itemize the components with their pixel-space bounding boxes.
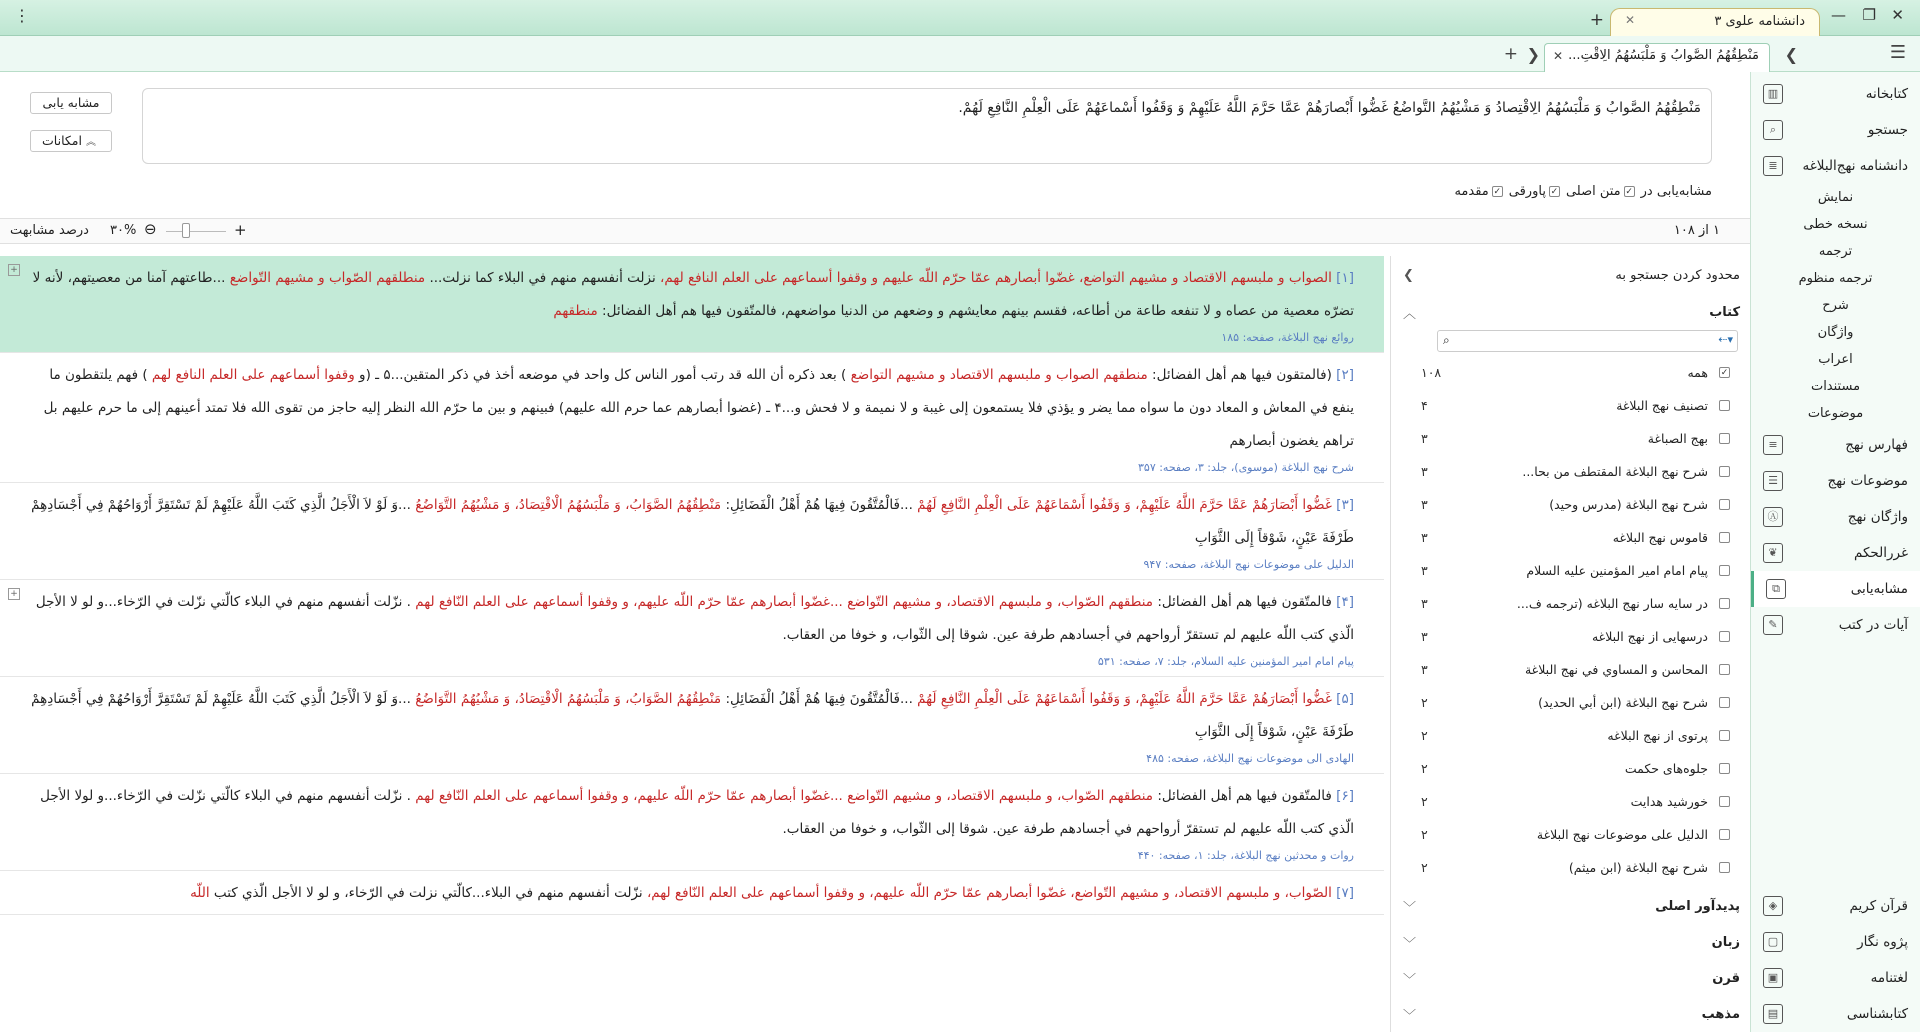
filter-section-header[interactable] [1391,996,1750,1032]
book-filter-item[interactable] [1391,389,1750,422]
book-label: شرح نهج البلاغة المقتطف من بحا... [1522,464,1708,479]
book-filter-list [1391,356,1750,884]
result-match-text: منطلقهم الصّواب و مشيهم التّواضع [229,270,426,286]
intro-checkbox[interactable] [1454,184,1502,199]
book-count: ۲ [1421,728,1428,743]
search-icon: ⌕ [1443,333,1450,347]
result-match-text: ...غضّوا أبصارهم عمّا حرّم اللّه عليهم، و وقفوا أسماعهم على العلم النّافع لهم [415,788,843,804]
sidebar-item-label: فهارس نهج [1845,437,1908,453]
collapse-panel-icon[interactable]: ❯ [1403,267,1414,283]
sidebar-item-sub[interactable] [1751,373,1920,400]
options-button-label: امکانات [42,133,82,148]
sidebar-item-quran[interactable] [1751,888,1920,924]
sidebar-item-search[interactable] [1751,112,1920,148]
quran-icon: ◈ [1763,896,1783,916]
result-number: [۱] [1336,270,1354,286]
sidebar-item-sub[interactable] [1751,400,1920,427]
result-source[interactable]: شرح نهج البلاغة (موسوی)، جلد: ۳، صفحه: ۳۵۷ [1138,461,1354,474]
chevron-down-icon: ﹀ [1403,972,1417,988]
sidebar-item-bibliography[interactable] [1751,996,1920,1032]
books-section-header[interactable] [1391,294,1750,330]
result-item[interactable] [0,677,1384,774]
chevron-down-icon: ﹀ [1403,900,1417,916]
sidebar-item-notes[interactable] [1751,924,1920,960]
sidebar-item-sub[interactable] [1751,265,1920,292]
checkbox-unchecked-icon [1719,565,1730,576]
restore-icon[interactable]: ❐ [1862,6,1876,24]
title-bar [0,0,1920,36]
sidebar-item-label: لغتنامه [1870,970,1908,986]
sidebar-item-label: آیات در کتب [1838,617,1908,633]
expand-icon[interactable]: + [8,264,20,276]
find-similar-button[interactable]: مشابه یابی [30,92,112,114]
result-text: لَمْ تَسْتَقِرَّ أَرْوَاحُهُمْ فِي أَجْسَادِهِمْ طَرْفَةَ عَيْنٍ، شَوْقاً إِلَى الثَّوَابِ [31,497,1354,546]
result-text: ...وَ لَوْ لاَ الْأَجَلُ الَّذِي كَتَبَ اللَّهُ عَلَيْهِمْ [212,497,411,513]
filter-section-header[interactable] [1391,888,1750,924]
sidebar-item-encyclopedia[interactable] [1751,148,1920,184]
sidebar-item-label: پژوه نگار [1857,934,1908,950]
book-count: ۲ [1421,794,1428,809]
new-app-tab-button[interactable]: + [1589,10,1604,30]
result-item[interactable] [0,256,1384,353]
result-match-text: منطقهم الصواب و ملبسهم الاقتصاد و مشيهم التواضع [850,367,1148,383]
result-match-text: غَضُّوا أَبْصَارَهُمْ عَمَّا حَرَّمَ اللَّهُ عَلَيْهِمْ، وَ وَقَفُوا أَسْمَاعَهُمْ عَلَى الْعِلْمِ النَّافِعِ لَهُمْ [917,691,1332,707]
book-filter-item[interactable] [1391,818,1750,851]
result-match-text: منطقهم [553,303,598,319]
dictionary-icon: ▣ [1763,968,1783,988]
book-label: بهج الصباغة [1647,431,1708,446]
chevron-up-icon: ︿ [1403,306,1417,322]
result-match-text: اللّه [190,885,210,901]
book-count: ۳ [1421,497,1428,512]
result-item[interactable] [0,871,1384,915]
result-text: (فالمتقون فيها هم أهل الفضائل: [1147,367,1332,383]
result-text: . نزّلت أنفسهم منهم في البلاء كالّتي نزّلت في الرّخاء...و لولا الأجل الّذي كتب [40,788,1354,837]
book-label: همه [1687,365,1708,380]
sidebar-item-library[interactable] [1751,76,1920,112]
app-title: دانشنامه علوی ۳ [1714,14,1805,29]
filter-dropdown-icon[interactable]: ⇠▾ [1718,333,1733,346]
sidebar-item-ghurar[interactable] [1751,535,1920,571]
result-text: فالمتّقون فيها هم أهل الفضائل: [1153,788,1332,804]
similarity-bar [0,218,1750,244]
sidebar-item-label: واژگان [1817,325,1854,340]
book-label: شرح نهج البلاغة (ابن أبي الحديد) [1538,695,1708,710]
result-source[interactable]: روات و محدثین نهج البلاغة، جلد: ۱، صفحه: ۴۴۰ [1137,849,1354,862]
book-filter-item[interactable] [1391,785,1750,818]
scope-label: مشابه‌یابی در [1640,184,1712,199]
filter-section-header[interactable] [1391,960,1750,996]
result-text: ...وَ لَوْ لاَ الْأَجَلُ الَّذِي كَتَبَ اللَّهُ عَلَيْهِمْ [212,691,411,707]
book-count: ۴ [1421,398,1428,413]
sidebar-item-vocabulary[interactable] [1751,499,1920,535]
filter-section-header[interactable] [1391,924,1750,960]
book-filter-search[interactable] [1437,330,1738,352]
sidebar-item-label: جستجو [1867,122,1908,138]
similarity-slider[interactable] [166,231,226,232]
book-label: تصنيف نهج البلاغة [1616,398,1708,413]
chevron-down-icon: ﹀ [1403,936,1417,952]
book-filter-item[interactable] [1391,686,1750,719]
result-text: ...طاعتهم آمنا من معصيتهم، لأنه لا تضرّه معصية من عصاه و لا تنفعه طاعة من أطاعه، فقسم بينهم معايشهم و وضعهم من الدنيا مواضعهم، فالمتّقون فيها هم أهل الفضائل: [32,270,1354,319]
result-source[interactable]: الدليل على موضوعات نهج البلاغة، صفحه: ۹۴۷ [1143,558,1354,571]
sidebar-bottom [1751,888,1920,1032]
book-label: شرح نهج البلاغة (مدرس وحید) [1549,497,1708,512]
book-label: پرتوی از نهج البلاغه [1607,728,1708,743]
vocabulary-icon: Ⓐ [1763,507,1783,527]
intro-label: مقدمه [1454,184,1489,199]
book-count: ۳ [1421,596,1428,611]
sidebar-item-label: مستندات [1810,379,1861,394]
book-filter-item[interactable] [1391,719,1750,752]
book-label: المحاسن و المساوي في نهج البلاغة [1524,662,1708,677]
add-tab-button[interactable]: + [1503,44,1518,64]
filter-section-label: مذهب [1701,1006,1740,1022]
result-item[interactable] [0,483,1384,580]
checkbox-unchecked-icon [1719,829,1730,840]
checkbox-unchecked-icon [1719,697,1730,708]
index-icon: ≡ [1763,435,1783,455]
topics-icon: ☰ [1763,471,1783,491]
result-match-text: ...غضّوا أبصارهم عمّا حرّم اللّه عليهم، و وقفوا أسماعهم على العلم النّافع لهم [415,594,843,610]
book-label: شرح نهج البلاغة (ابن ميثم) [1568,860,1708,875]
sidebar-item-similarity[interactable] [1751,571,1920,607]
book-count: ۲ [1421,860,1428,875]
close-app-tab-icon[interactable]: ✕ [1625,13,1636,27]
filter-sections [1391,888,1750,1032]
checkbox-unchecked-icon [1719,532,1730,543]
checkbox-unchecked-icon [1719,400,1730,411]
result-text: ...فَالْمُتَّقُونَ فِيهَا هُمْ أَهْلُ الْفَضَائِلِ: [721,691,913,707]
footnote-checkbox[interactable] [1509,184,1560,199]
encyclopedia-icon: ≣ [1763,156,1783,176]
sidebar-item-index[interactable] [1751,427,1920,463]
checkbox-unchecked-icon [1719,796,1730,807]
sidebar-sub-items [1751,184,1920,427]
sidebar-item-dictionary[interactable] [1751,960,1920,996]
book-filter-item[interactable] [1391,587,1750,620]
book-filter-item[interactable] [1391,851,1750,884]
sidebar-item-label: نمایش [1817,190,1854,205]
checkbox-unchecked-icon [1719,862,1730,873]
filter-title: محدود کردن جستجو به [1615,267,1740,283]
result-text: ) بعد ذكره أن الله قد رتب أمور الناس كل واحد في موضعه أخذ في ذكر المتقين...۵ ـ (و [354,367,847,383]
similarity-label: درصد مشابهت [10,223,89,238]
chevron-up-icon: ︽ [85,137,96,148]
books-header-label: کتاب [1709,304,1740,320]
sidebar-item-sub[interactable] [1751,319,1920,346]
library-icon: ▥ [1763,84,1783,104]
sidebar-item-label: مشابه‌یابی [1850,581,1908,597]
checkbox-unchecked-icon [1719,763,1730,774]
similarity-slider-thumb[interactable] [182,223,190,238]
sidebar-item-label: واژگان نهج [1847,509,1908,525]
result-item[interactable] [0,580,1384,677]
book-filter-item[interactable] [1391,752,1750,785]
hamburger-menu-icon[interactable]: ☰ [1889,42,1906,63]
sidebar-item-label: قرآن کریم [1849,898,1908,914]
book-label: جلوه‌های حکمت [1624,761,1708,776]
book-count: ۳ [1421,662,1428,677]
result-text: . نزّلت أنفسهم منهم في البلاء كالّتي نزّلت في الرّخاء...و لو لا الأجل الّذي كتب [35,594,1354,643]
sidebar-item-label: دانشنامه نهج‌البلاغه [1802,158,1908,174]
checkbox-unchecked-icon [1719,598,1730,609]
similarity-decrease-button[interactable]: ⊖ [144,220,157,238]
checkbox-checked-icon: ✓ [1720,368,1729,378]
main-text-label: متن اصلی [1565,184,1621,199]
tab-label: مَنْطِقُهُمُ الصَّوابُ وَ مَلْبَسُهُمُ الِاقْتِ... [1568,48,1759,63]
result-item[interactable] [0,353,1384,483]
document-tab-bar [0,36,1920,72]
checkbox-unchecked-icon [1719,433,1730,444]
footnote-label: پاورقی [1508,184,1546,199]
result-text: نزّلت أنفسهم منهم في البلاء...كالّتي نزلت في الرّخاء، و لو لا الأجل الّذي كتب [209,885,643,901]
result-item[interactable] [0,774,1384,871]
checkbox-checked-icon: ✓ [1550,187,1559,197]
bibliography-icon: ▤ [1763,1004,1783,1024]
search-query-box[interactable] [142,88,1712,164]
book-count: ۳ [1421,431,1428,446]
close-window-icon[interactable]: ✕ [1891,6,1904,24]
verses-icon: ✎ [1763,615,1783,635]
notes-icon: ▢ [1763,932,1783,952]
page-info: ۱ از ۱۰۸ [1673,223,1720,238]
filter-header [1391,256,1750,294]
filter-section-label: زبان [1711,934,1740,950]
sidebar-item-sub[interactable] [1751,292,1920,319]
main-area [0,72,1750,1032]
sidebar-item-label: کتابخانه [1865,86,1908,102]
sidebar-item-label: اعراب [1818,352,1853,367]
result-text: ...فَالْمُتَّقُونَ فِيهَا هُمْ أَهْلُ الْفَضَائِلِ: [721,497,913,513]
close-tab-icon[interactable]: ✕ [1553,49,1564,63]
sidebar-item-sub[interactable] [1751,184,1920,211]
sidebar-item-sub[interactable] [1751,346,1920,373]
sidebar-item-label: ترجمه [1818,244,1853,259]
book-count: ۱۰۸ [1421,365,1442,380]
checkbox-unchecked-icon [1719,466,1730,477]
sidebar-item-label: شرح [1822,298,1849,313]
book-label: قاموس نهج البلاغه [1612,530,1708,545]
book-filter-item[interactable] [1391,455,1750,488]
results-list [0,256,1384,1032]
similarity-value: ۳۰% [110,223,137,238]
book-label: درسهایی از نهج البلاغه [1591,629,1708,644]
sidebar-item-label: کتابشناسی [1846,1006,1908,1022]
kebab-menu-icon[interactable]: ⋮ [14,6,30,25]
minimize-icon[interactable]: — [1831,6,1846,24]
book-label: در سایه سار نهج البلاغه (ترجمه ف... [1516,596,1708,611]
sidebar-item-sub[interactable] [1751,238,1920,265]
sidebar-item-topics[interactable] [1751,463,1920,499]
checkbox-unchecked-icon [1719,631,1730,642]
result-text: لَمْ تَسْتَقِرَّ أَرْوَاحُهُمْ فِي أَجْسَادِهِمْ طَرْفَةَ عَيْنٍ، شَوْقاً إِلَى الثَّوَابِ [31,691,1354,740]
result-text: نزلت أنفسهم منهم في البلاء كما نزلت... [429,270,656,286]
result-text: فالمتّقون فيها هم أهل الفضائل: [1153,594,1332,610]
result-text: ) فهم يلتقطون ما ينفع في المعاش و المعاد دون ما سواه مما يضر و يؤذي فلا يستمعون إلى غيبة و لا نميمة و لا فحش و...۴ ـ (غضوا أبصارهم عما حرم الله عليهم) فبينهم و بين ما حرّم الله النظر إليه حاجز من تقوى الله فلا تمتد أعينهم إلى ما حرم عليهم بل تراهم يغضون أبصارهم [43,367,1354,449]
result-match-text: منطقهم الصّواب، و ملبسهم الاقتصاد، و مشيهم التّواضع [847,788,1154,804]
sidebar-tools [1751,427,1920,643]
result-match-text: غَضُّوا أَبْصَارَهُمْ عَمَّا حَرَّمَ اللَّهُ عَلَيْهِمْ، وَ وَقَفُوا أَسْمَاعَهُمْ عَلَى الْعِلْمِ النَّافِعِ لَهُمْ [917,497,1332,513]
checkbox-checked-icon: ✓ [1493,187,1502,197]
sidebar-item-label: نسخه خطی [1803,217,1868,232]
checkbox-unchecked-icon [1719,499,1730,510]
book-filter-item[interactable] [1391,554,1750,587]
result-match-text: مَنْطِقُهُمُ الصَّوَابُ، وَ مَلْبَسُهُمُ الْاقْتِصَادُ، وَ مَشْيُهُمُ التَّوَاضُعُ [415,691,722,707]
result-number: [۶] [1336,788,1354,804]
app-tab[interactable] [1610,8,1820,36]
book-count: ۳ [1421,530,1428,545]
result-text: اللّه عليهم لم تستقرّ أرواحهم في أجسادهم طرفة عين. شوقا إلى الثّواب، و خوفا من العقاب. [782,627,1297,643]
result-number: [۴] [1336,594,1354,610]
checkbox-unchecked-icon [1719,730,1730,741]
chevron-down-icon: ﹀ [1403,1008,1417,1024]
result-text: اللّه عليهم لم تستقرّ أرواحهم في أجسادهم طرفة عين. شوقا إلى الثّواب، و خوفا من العقاب. [782,821,1297,837]
ghurar-icon: ❦ [1763,543,1783,563]
result-match-text: الصواب و ملبسهم الاقتصاد و مشيهم التواضع، غضّوا أبصارهم عمّا حرّم اللّه عليهم و وقفوا أسماعهم على العلم النافع لهم، [660,270,1332,286]
checkbox-checked-icon: ✓ [1625,187,1633,197]
book-filter-item[interactable] [1391,620,1750,653]
sidebar-item-label: موضوعات نهج [1827,473,1908,489]
sidebar [1750,72,1920,1032]
result-number: [۵] [1336,691,1354,707]
book-label: الدليل على موضوعات نهج البلاغة [1536,827,1708,842]
result-match-text: وقفوا أسماعهم على العلم النافع لهم [151,367,355,383]
result-number: [۷] [1336,885,1354,901]
filter-section-label: قرن [1712,970,1740,986]
search-icon: ⌕ [1763,120,1783,140]
similarity-increase-button[interactable]: + [234,221,247,239]
sidebar-item-label: غررالحکم [1853,545,1908,561]
sidebar-item-label: ترجمه منظوم [1798,271,1873,286]
tab-scroll-left-icon[interactable]: ❮ [1784,45,1798,64]
book-filter-item[interactable] [1391,653,1750,686]
book-filter-item[interactable] [1391,422,1750,455]
result-source[interactable]: روائع نهج البلاغة، صفحه: ۱۸۵ [1221,331,1354,344]
checkbox-unchecked-icon [1719,664,1730,675]
book-count: ۳ [1421,563,1428,578]
result-match-text: مَنْطِقُهُمُ الصَّوَابُ، وَ مَلْبَسُهُمُ الْاقْتِصَادُ، وَ مَشْيُهُمُ التَّوَاضُعُ [415,497,722,513]
book-filter-item[interactable] [1391,488,1750,521]
options-button[interactable] [30,130,112,152]
book-count: ۳ [1421,464,1428,479]
filter-section-label: پدیدآور اصلی [1655,898,1740,914]
sidebar-item-label: موضوعات [1807,406,1864,421]
result-number: [۲] [1336,367,1354,383]
tab-scroll-right-icon[interactable]: ❯ [1526,45,1540,64]
tab-search-document[interactable] [1544,43,1770,72]
sidebar-item-sub[interactable] [1751,211,1920,238]
book-count: ۲ [1421,827,1428,842]
result-match-text: منطقهم الصّواب، و ملبسهم الاقتصاد، و مشيهم التّواضع [847,594,1154,610]
expand-icon[interactable]: + [8,588,20,600]
book-label: پیام امام امیر المؤمنین علیه السلام [1526,563,1708,578]
result-number: [۳] [1336,497,1354,513]
result-match-text: الصّواب، و ملبسهم الاقتصاد، و مشيهم التّواضع، غضّوا أبصارهم عمّا حرّم اللّه عليهم، و وقفوا أسماعهم على العلم النّافع لهم، [646,885,1332,901]
filter-panel [1390,256,1750,1032]
result-source[interactable]: پیام امام امیر المؤمنین علیه السلام، جلد: ۷، صفحه: ۵۳۱ [1097,655,1354,668]
search-scope-options [1454,184,1712,199]
sidebar-main-items [1751,76,1920,184]
search-query-text: مَنْطِقُهُمُ الصَّوابُ وَ مَلْبَسُهُمُ الِاقْتِصادُ وَ مَشْيُهُمُ التَّواضُعُ غَضُّوا أَبْصارَهُمْ عَمَّا حَرَّمَ اللَّهُ عَلَيْهِمْ وَ وَقَفُوا أَسْماعَهُمْ عَلَى الْعِلْمِ النَّافِعِ لَهُمْ. [958,100,1701,116]
main-text-checkbox[interactable] [1566,184,1635,199]
sidebar-item-verses[interactable] [1751,607,1920,643]
book-filter-all[interactable] [1391,356,1750,389]
result-source[interactable]: الهادی الی موضوعات نهج البلاغة، صفحه: ۴۸۵ [1146,752,1354,765]
similarity-icon: ⧉ [1766,579,1786,599]
book-count: ۲ [1421,695,1428,710]
book-count: ۲ [1421,761,1428,776]
book-count: ۳ [1421,629,1428,644]
book-label: خورشید هدایت [1630,794,1708,809]
book-filter-item[interactable] [1391,521,1750,554]
